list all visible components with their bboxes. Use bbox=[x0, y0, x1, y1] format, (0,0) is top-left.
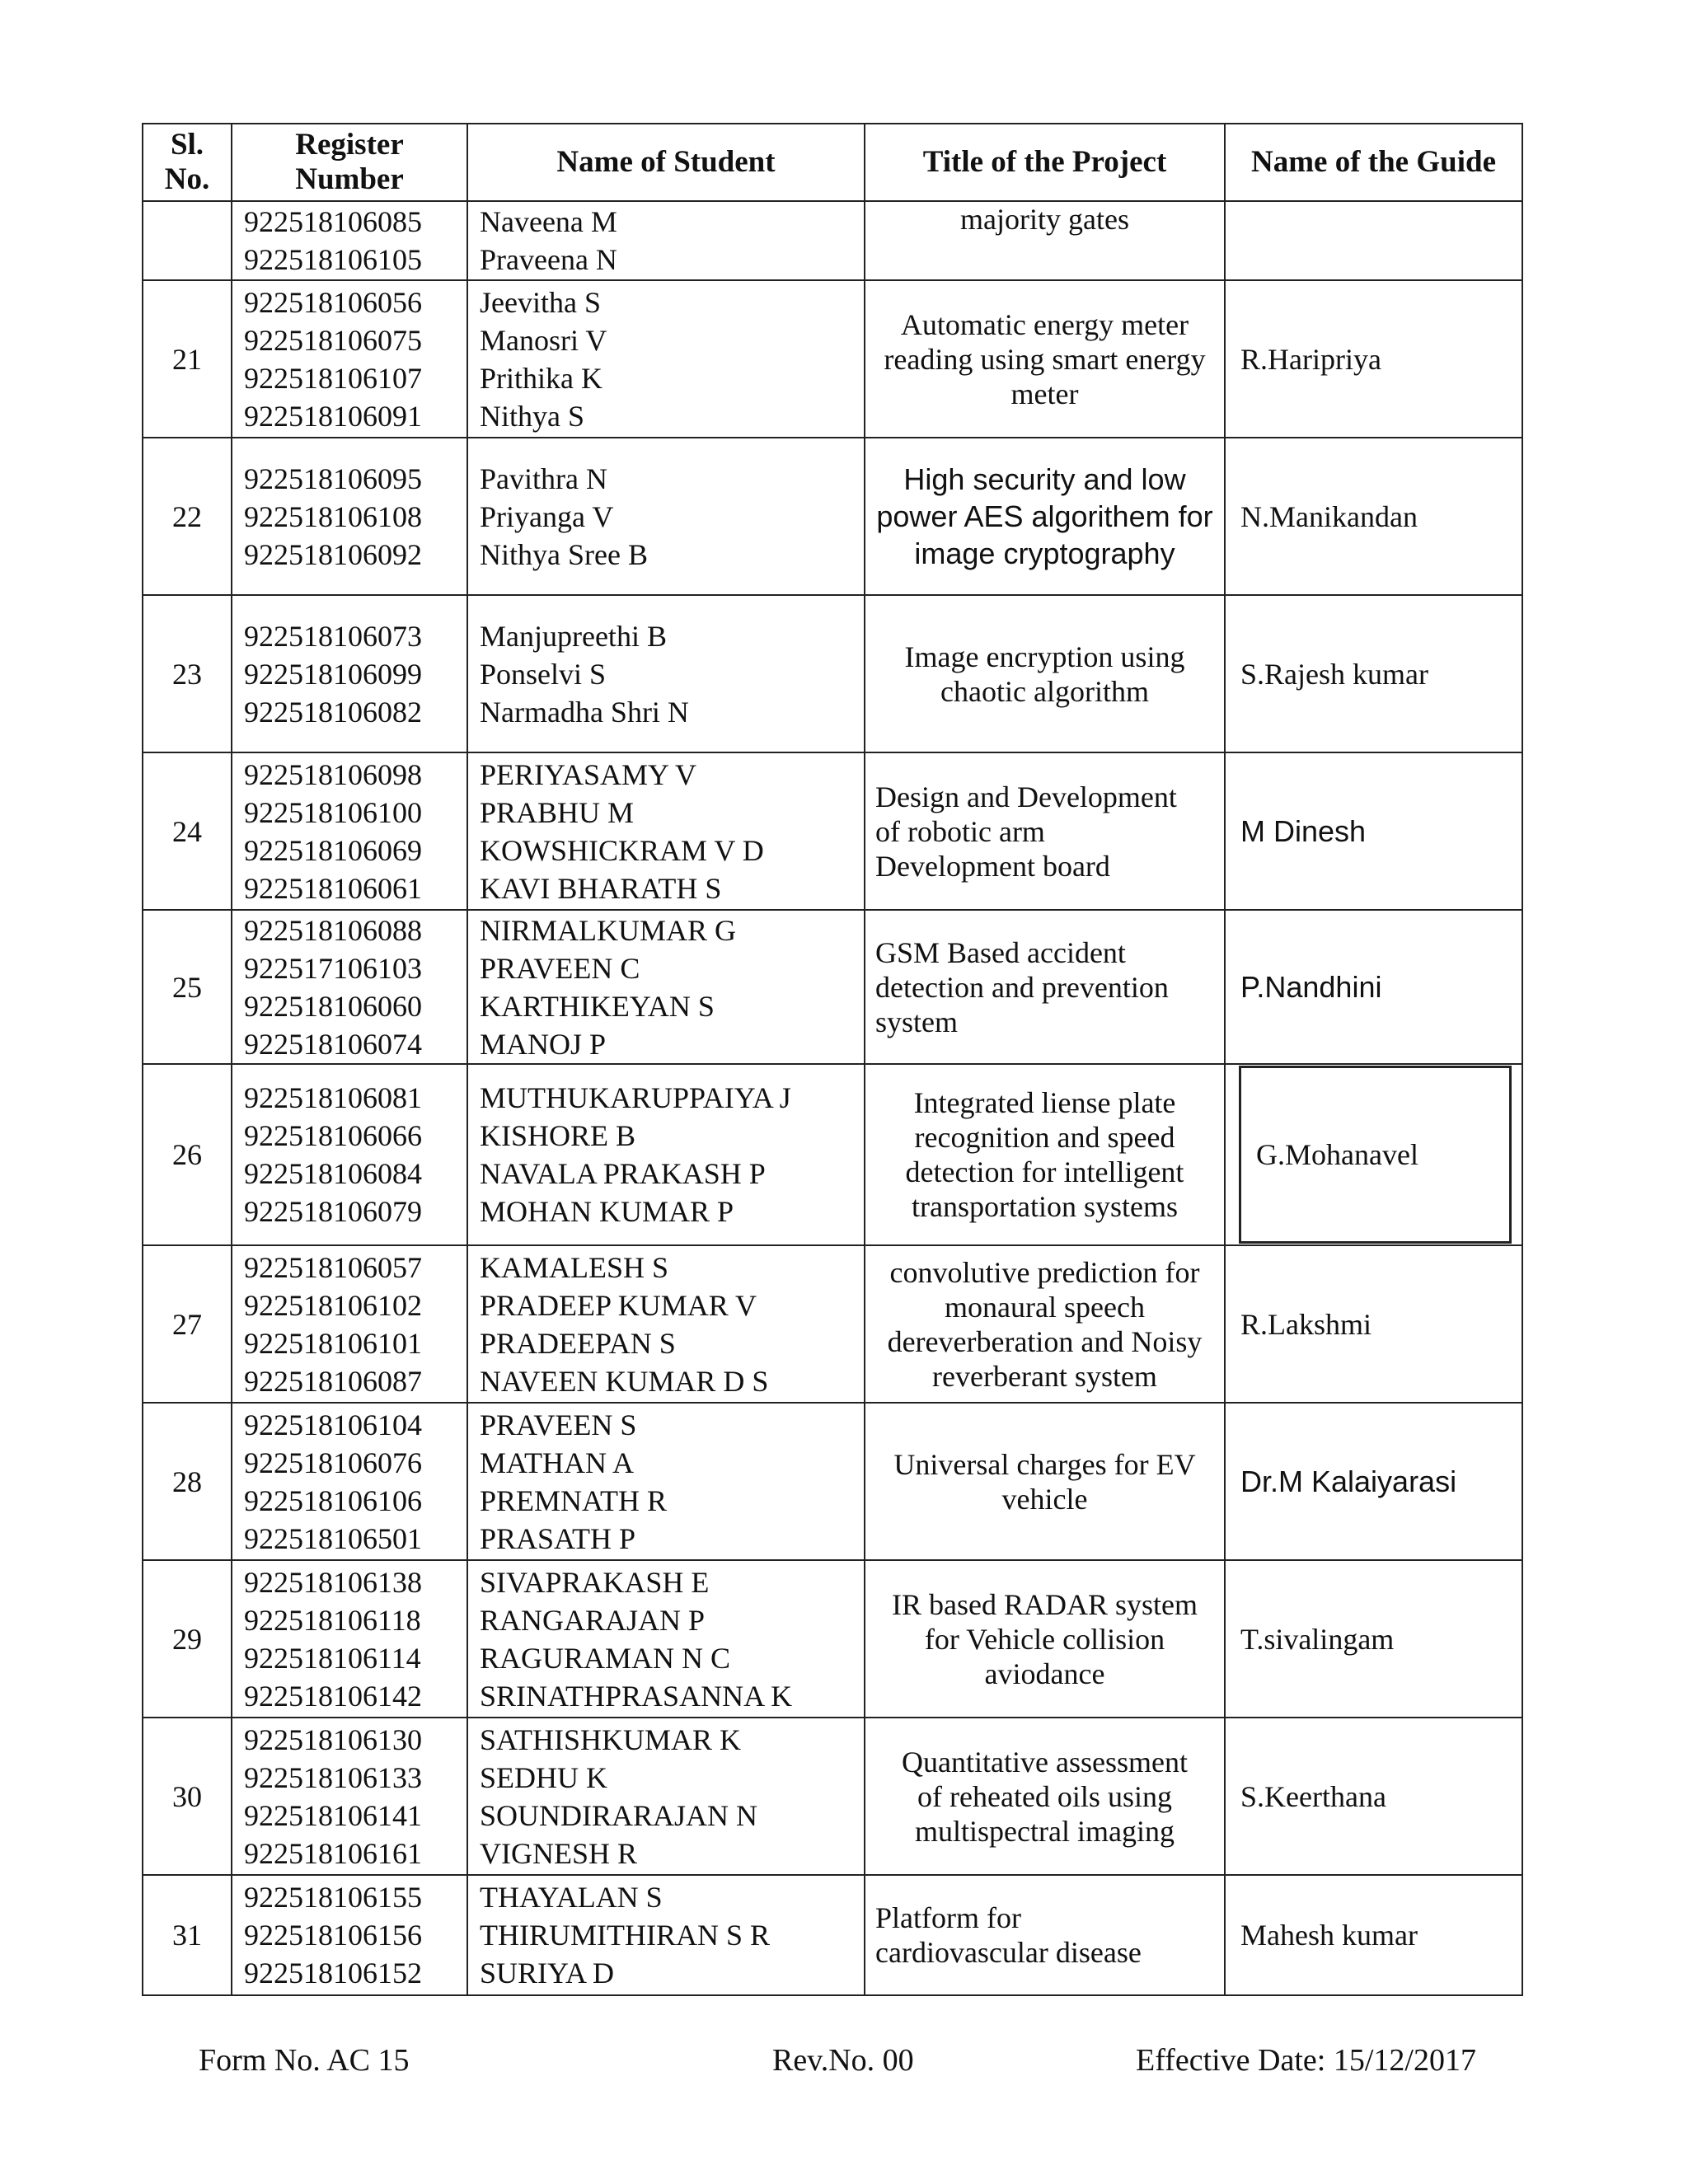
cell-sl-no: 31 bbox=[143, 1875, 232, 1995]
register-number: 922518106102 bbox=[244, 1288, 422, 1322]
register-number: 922518106130 bbox=[244, 1722, 422, 1756]
register-number: 922518106060 bbox=[244, 989, 422, 1023]
register-number: 922518106161 bbox=[244, 1836, 422, 1870]
project-title-line: detection for intelligent bbox=[905, 1155, 1184, 1188]
table-row bbox=[143, 280, 1522, 438]
project-title-line: Integrated liense plate bbox=[913, 1086, 1176, 1119]
register-number: 922518106108 bbox=[244, 499, 422, 533]
cell-project-title bbox=[865, 1875, 1225, 1995]
cell-project-title bbox=[865, 1245, 1225, 1403]
table-header-row bbox=[143, 124, 1522, 201]
table-body bbox=[143, 201, 1522, 1995]
project-title-line: power AES algorithem for bbox=[876, 499, 1213, 533]
cell-guide-name: R.Lakshmi bbox=[1225, 1245, 1522, 1403]
table-row bbox=[143, 1560, 1522, 1718]
student-name: PERIYASAMY V bbox=[480, 757, 697, 791]
cell-sl-no: 28 bbox=[143, 1403, 232, 1560]
register-number: 922518106082 bbox=[244, 695, 422, 729]
register-number: 922518106106 bbox=[244, 1483, 422, 1517]
student-name: KAVI BHARATH S bbox=[480, 871, 722, 905]
register-number: 922518106069 bbox=[244, 833, 422, 867]
table-row bbox=[143, 1403, 1522, 1560]
student-name: PRAVEEN S bbox=[480, 1408, 637, 1441]
register-number: 922518106088 bbox=[244, 913, 422, 947]
register-number: 922518106057 bbox=[244, 1250, 422, 1284]
student-name: Praveena N bbox=[480, 243, 617, 276]
project-title-line: for Vehicle collision bbox=[924, 1622, 1165, 1656]
cell-guide-name: P.Nandhini bbox=[1225, 910, 1522, 1064]
student-name: Pavithra N bbox=[480, 462, 607, 495]
cell-sl-no: 23 bbox=[143, 595, 232, 752]
project-title-line: GSM Based accident bbox=[875, 935, 1126, 969]
student-name: Jeevitha S bbox=[480, 285, 601, 319]
cell-student-names bbox=[467, 595, 865, 752]
cell-sl-no: 29 bbox=[143, 1560, 232, 1718]
register-number: 922518106156 bbox=[244, 1919, 422, 1952]
register-number: 922518106138 bbox=[244, 1565, 422, 1599]
project-title-line: convolutive prediction for bbox=[889, 1255, 1200, 1289]
student-name: KAMALESH S bbox=[480, 1250, 669, 1284]
register-number: 922518106076 bbox=[244, 1446, 422, 1479]
cell-register-numbers bbox=[232, 752, 467, 910]
cell-project-title bbox=[865, 910, 1225, 1064]
student-name: SURIYA D bbox=[480, 1957, 615, 1990]
header-sl-line: No. bbox=[164, 162, 210, 196]
header-register-line: Register bbox=[295, 128, 404, 162]
student-name: PRADEEPAN S bbox=[480, 1326, 676, 1360]
student-name: SATHISHKUMAR K bbox=[480, 1722, 742, 1756]
project-title-line: majority gates bbox=[960, 203, 1129, 236]
cell-guide-name: S.Keerthana bbox=[1225, 1718, 1522, 1875]
project-title-line: Platform for bbox=[875, 1901, 1021, 1934]
project-title-line: of robotic arm bbox=[875, 814, 1045, 848]
project-title-line: vehicle bbox=[1001, 1482, 1088, 1516]
register-number: 922518106073 bbox=[244, 619, 422, 653]
cell-register-numbers bbox=[232, 1875, 467, 1995]
student-name: MUTHUKARUPPAIYA J bbox=[480, 1081, 791, 1114]
cell-project-title bbox=[865, 1560, 1225, 1718]
register-number: 922518106091 bbox=[244, 399, 422, 433]
project-title-line: reverberant system bbox=[932, 1359, 1157, 1393]
register-number: 922518106066 bbox=[244, 1119, 422, 1152]
table-row bbox=[143, 438, 1522, 595]
student-name: PRAVEEN C bbox=[480, 951, 640, 985]
student-name: MOHAN KUMAR P bbox=[480, 1195, 734, 1228]
cell-student-names bbox=[467, 1403, 865, 1560]
student-name: KOWSHICKRAM V D bbox=[480, 833, 764, 867]
student-name: Narmadha Shri N bbox=[480, 695, 689, 729]
cell-project-title bbox=[865, 438, 1225, 595]
register-number: 922518106107 bbox=[244, 361, 422, 395]
page-footer bbox=[0, 2042, 1688, 2083]
register-number: 922518106141 bbox=[244, 1798, 422, 1832]
register-number: 922518106085 bbox=[244, 205, 422, 238]
cell-student-names bbox=[467, 1560, 865, 1718]
cell-sl-no: 30 bbox=[143, 1718, 232, 1875]
student-name: RANGARAJAN P bbox=[480, 1603, 706, 1637]
register-number: 922518106105 bbox=[244, 243, 422, 276]
project-title-line: Development board bbox=[875, 849, 1110, 883]
project-title-line: image cryptography bbox=[914, 537, 1175, 570]
register-number: 922518106155 bbox=[244, 1881, 422, 1914]
table-row bbox=[143, 1245, 1522, 1403]
register-number: 922518106061 bbox=[244, 871, 422, 905]
student-name: Prithika K bbox=[480, 361, 603, 395]
project-title-line: meter bbox=[1010, 377, 1079, 410]
register-number: 922518106099 bbox=[244, 657, 422, 691]
student-name: Manjupreethi B bbox=[480, 619, 667, 653]
student-name: KISHORE B bbox=[480, 1119, 636, 1152]
table-row bbox=[143, 1064, 1522, 1245]
cell-sl-no: 21 bbox=[143, 280, 232, 438]
header-register-number bbox=[232, 124, 467, 201]
cell-register-numbers bbox=[232, 1245, 467, 1403]
register-number: 922518106081 bbox=[244, 1081, 422, 1114]
student-name: KARTHIKEYAN S bbox=[480, 989, 715, 1023]
cell-project-title bbox=[865, 752, 1225, 910]
register-number: 922518106101 bbox=[244, 1326, 422, 1360]
cell-project-title bbox=[865, 1064, 1225, 1245]
cell-register-numbers bbox=[232, 438, 467, 595]
student-name: SEDHU K bbox=[480, 1760, 608, 1794]
student-name: THIRUMITHIRAN S R bbox=[480, 1919, 771, 1952]
cell-project-title bbox=[865, 1403, 1225, 1560]
student-name: NAVALA PRAKASH P bbox=[480, 1157, 766, 1190]
project-title-line: monaural speech bbox=[945, 1290, 1145, 1324]
header-sl-line: Sl. bbox=[170, 128, 204, 162]
register-number: 922518106095 bbox=[244, 462, 422, 495]
cell-guide-name: T.sivalingam bbox=[1225, 1560, 1522, 1718]
cell-register-numbers bbox=[232, 910, 467, 1064]
student-name: SIVAPRAKASH E bbox=[480, 1565, 710, 1599]
register-number: 922517106103 bbox=[244, 951, 422, 985]
register-number: 922518106142 bbox=[244, 1679, 422, 1713]
register-number: 922518106114 bbox=[244, 1641, 421, 1675]
header-project-title: Title of the Project bbox=[865, 124, 1225, 201]
cell-student-names bbox=[467, 438, 865, 595]
register-number: 922518106087 bbox=[244, 1364, 422, 1398]
cell-register-numbers bbox=[232, 1560, 467, 1718]
student-name: SOUNDIRARAJAN N bbox=[480, 1798, 758, 1832]
project-allocation-table bbox=[142, 123, 1523, 1996]
cell-guide-name: R.Haripriya bbox=[1225, 280, 1522, 438]
cell-student-names bbox=[467, 201, 865, 280]
cell-student-names bbox=[467, 1718, 865, 1875]
register-number: 922518106084 bbox=[244, 1157, 422, 1190]
student-name: Ponselvi S bbox=[480, 657, 607, 691]
register-number: 922518106118 bbox=[244, 1603, 421, 1637]
cell-guide-name: Mahesh kumar bbox=[1225, 1875, 1522, 1995]
cell-project-title bbox=[865, 1718, 1225, 1875]
cell-student-names bbox=[467, 1064, 865, 1245]
student-name: Nithya S bbox=[480, 399, 585, 433]
table-row bbox=[143, 752, 1522, 910]
register-number: 922518106056 bbox=[244, 285, 422, 319]
cell-guide-name: N.Manikandan bbox=[1225, 438, 1522, 595]
cell-sl-no: 25 bbox=[143, 910, 232, 1064]
cell-sl-no: 24 bbox=[143, 752, 232, 910]
register-number: 922518106092 bbox=[244, 537, 422, 571]
cell-student-names bbox=[467, 752, 865, 910]
project-title-line: Design and Development bbox=[875, 780, 1177, 813]
student-name: SRINATHPRASANNA K bbox=[480, 1679, 793, 1713]
project-title-line: dereverberation and Noisy bbox=[887, 1324, 1203, 1358]
cell-guide-name bbox=[1225, 1064, 1522, 1245]
header-student-name: Name of Student bbox=[467, 124, 865, 201]
student-name: PRABHU M bbox=[480, 795, 635, 829]
cell-register-numbers bbox=[232, 1403, 467, 1560]
student-name: PRADEEP KUMAR V bbox=[480, 1288, 757, 1322]
project-title-line: IR based RADAR system bbox=[892, 1587, 1198, 1621]
cell-sl-no: 27 bbox=[143, 1245, 232, 1403]
student-name: MANOJ P bbox=[480, 1027, 607, 1061]
cell-guide-name: M Dinesh bbox=[1225, 752, 1522, 910]
cell-register-numbers bbox=[232, 280, 467, 438]
project-title-line: aviodance bbox=[984, 1657, 1105, 1690]
effective-date: Effective Date: 15/12/2017 bbox=[1136, 2043, 1476, 2078]
project-title-line: High security and low bbox=[903, 462, 1186, 496]
project-title-line: of reheated oils using bbox=[917, 1779, 1172, 1813]
student-name: Priyanga V bbox=[480, 499, 614, 533]
project-title-line: reading using smart energy bbox=[884, 342, 1206, 376]
table-row bbox=[143, 1718, 1522, 1875]
student-name: VIGNESH R bbox=[480, 1836, 638, 1870]
project-title-line: Image encryption using bbox=[904, 640, 1185, 673]
cell-project-title bbox=[865, 280, 1225, 438]
header-sl-no bbox=[143, 124, 232, 201]
student-name: PRASATH P bbox=[480, 1521, 636, 1555]
student-name: Manosri V bbox=[480, 323, 607, 357]
cell-register-numbers bbox=[232, 595, 467, 752]
cell-guide-name bbox=[1225, 201, 1522, 280]
header-register-line: Number bbox=[295, 162, 404, 196]
table-row bbox=[143, 910, 1522, 1064]
cell-register-numbers bbox=[232, 1064, 467, 1245]
project-title-line: Universal charges for EV bbox=[893, 1447, 1196, 1481]
project-title-line: system bbox=[875, 1005, 959, 1038]
register-number: 922518106098 bbox=[244, 757, 422, 791]
cell-sl-no bbox=[143, 201, 232, 280]
cell-student-names bbox=[467, 910, 865, 1064]
cell-student-names bbox=[467, 1875, 865, 1995]
register-number: 922518106074 bbox=[244, 1027, 422, 1061]
register-number: 922518106075 bbox=[244, 323, 422, 357]
cell-guide-name: S.Rajesh kumar bbox=[1225, 595, 1522, 752]
student-name: NAVEEN KUMAR D S bbox=[480, 1364, 769, 1398]
student-name: RAGURAMAN N C bbox=[480, 1641, 731, 1675]
register-number: 922518106100 bbox=[244, 795, 422, 829]
cell-student-names bbox=[467, 280, 865, 438]
cell-register-numbers bbox=[232, 201, 467, 280]
project-title-line: Quantitative assessment bbox=[902, 1745, 1188, 1779]
project-title-line: transportation systems bbox=[912, 1190, 1178, 1223]
student-name: Nithya Sree B bbox=[480, 537, 648, 571]
register-number: 922518106501 bbox=[244, 1521, 422, 1555]
register-number: 922518106133 bbox=[244, 1760, 422, 1794]
table-row bbox=[143, 595, 1522, 752]
register-number: 922518106079 bbox=[244, 1195, 422, 1228]
project-title-line: recognition and speed bbox=[914, 1121, 1175, 1154]
student-name: NIRMALKUMAR G bbox=[480, 913, 737, 947]
project-title-line: detection and prevention bbox=[875, 970, 1169, 1004]
form-number: Form No. AC 15 bbox=[199, 2043, 410, 2078]
student-name: MATHAN A bbox=[480, 1446, 635, 1479]
cell-sl-no: 26 bbox=[143, 1064, 232, 1245]
project-title-line: Automatic energy meter bbox=[900, 307, 1189, 341]
cell-guide-name: Dr.M Kalaiyarasi bbox=[1225, 1403, 1522, 1560]
cell-student-names bbox=[467, 1245, 865, 1403]
cell-register-numbers bbox=[232, 1718, 467, 1875]
cell-project-title bbox=[865, 201, 1225, 280]
project-title-line: chaotic algorithm bbox=[940, 674, 1149, 708]
cell-sl-no: 22 bbox=[143, 438, 232, 595]
student-name: PREMNATH R bbox=[480, 1483, 668, 1517]
header-guide-name: Name of the Guide bbox=[1225, 124, 1522, 201]
register-number: 922518106104 bbox=[244, 1408, 422, 1441]
student-name: Naveena M bbox=[480, 205, 617, 238]
guide-name-box: G.Mohanavel bbox=[1239, 1066, 1512, 1244]
table-row bbox=[143, 1875, 1522, 1995]
cell-project-title bbox=[865, 595, 1225, 752]
table-row bbox=[143, 201, 1522, 280]
student-name: THAYALAN S bbox=[480, 1881, 663, 1914]
revision-number: Rev.No. 00 bbox=[772, 2043, 914, 2078]
project-title-line: multispectral imaging bbox=[915, 1814, 1175, 1848]
register-number: 922518106152 bbox=[244, 1957, 422, 1990]
project-title-line: cardiovascular disease bbox=[875, 1936, 1142, 1969]
